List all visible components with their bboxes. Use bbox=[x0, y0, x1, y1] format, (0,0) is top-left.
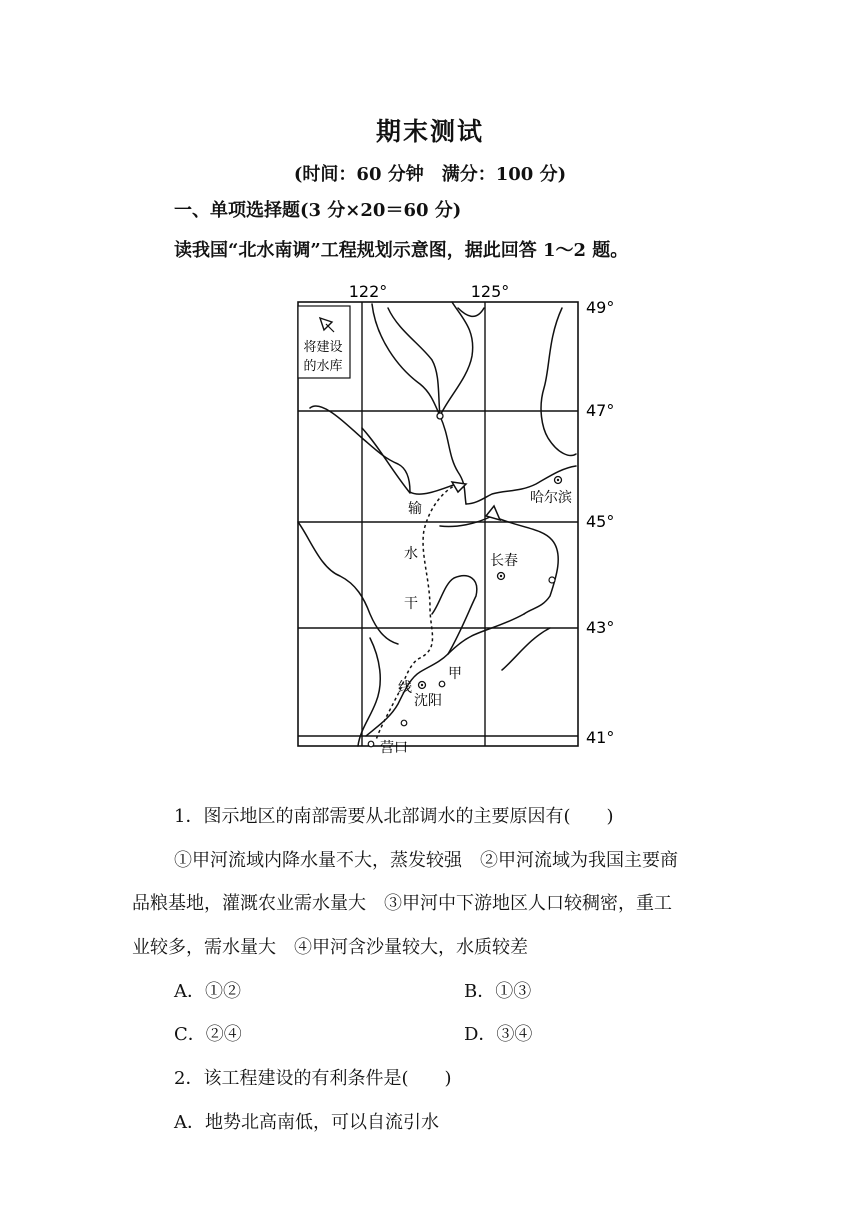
lon-label-122: 122° bbox=[348, 282, 388, 301]
river-north-west bbox=[372, 304, 440, 416]
lat-label-43: 43° bbox=[586, 618, 615, 637]
jia-label: 甲 bbox=[448, 666, 462, 682]
harbin-city-dot bbox=[557, 479, 559, 481]
river-north-east bbox=[440, 302, 473, 416]
legend-line1: 将建设 bbox=[303, 340, 343, 355]
exam-info: (时间：60 分钟 满分：100 分) bbox=[293, 164, 567, 185]
q1-stem: 1．图示地区的南部需要从北部调水的主要原因有( ) bbox=[174, 806, 614, 827]
q1-body-line3: 业较多，需水量大 ④甲河含沙量较大，水质较差 bbox=[132, 937, 528, 958]
q1-option-a: A．①② bbox=[174, 981, 241, 1002]
q2-option-a: A．地势北高南低，可以自流引水 bbox=[174, 1112, 439, 1133]
river-far-east bbox=[541, 308, 576, 455]
page-title: 期末测试 bbox=[375, 117, 484, 146]
town-south-circle-icon bbox=[401, 720, 407, 726]
changchun-label: 长春 bbox=[490, 553, 518, 569]
lat-label-45: 45° bbox=[586, 512, 615, 531]
junction-circle-icon bbox=[437, 413, 443, 419]
river-southwest bbox=[298, 522, 398, 644]
legend-line2: 的水库 bbox=[303, 359, 343, 374]
lat-label-47: 47° bbox=[586, 401, 615, 420]
yingkou-label: 营口 bbox=[380, 740, 408, 756]
canal-label-2: 水 bbox=[404, 546, 418, 562]
water-diversion-map bbox=[280, 278, 615, 758]
q1-body-line1: ①甲河流域内降水量不大，蒸发较强 ②甲河流域为我国主要商 bbox=[174, 850, 678, 871]
q1-option-d: D．③④ bbox=[464, 1024, 533, 1045]
river-west-branch-2 bbox=[362, 428, 410, 493]
lon-label-125: 125° bbox=[470, 282, 510, 301]
lat-label-49: 49° bbox=[586, 298, 615, 317]
q2-stem: 2．该工程建设的有利条件是( ) bbox=[174, 1068, 452, 1089]
lat-label-41: 41° bbox=[586, 728, 615, 747]
river-top-branch bbox=[458, 308, 484, 316]
q1-body-line2: 品粮基地，灌溉农业需水量大 ③甲河中下游地区人口较稠密，重工 bbox=[132, 893, 672, 914]
shenyang-city-dot bbox=[421, 684, 423, 686]
canal-label-3: 干 bbox=[404, 596, 418, 612]
q1-option-c: C．②④ bbox=[174, 1024, 242, 1045]
section-heading: 一、单项选择题(3 分×20＝60 分) bbox=[174, 200, 462, 221]
canal-label-4: 线 bbox=[398, 680, 412, 696]
river-west-branch bbox=[310, 406, 456, 494]
main-river-upper bbox=[440, 416, 466, 504]
harbin-label: 哈尔滨 bbox=[530, 490, 572, 506]
yingkou-city-icon bbox=[368, 741, 374, 747]
question-intro: 读我国“北水南调”工程规划示意图，据此回答 1～2 题。 bbox=[174, 240, 629, 261]
river-southeast-corner bbox=[502, 628, 550, 670]
town-east-circle-icon bbox=[549, 577, 555, 583]
q1-option-b: B．①③ bbox=[464, 981, 532, 1002]
river-loop bbox=[432, 576, 477, 654]
river-south-east bbox=[448, 614, 524, 654]
changchun-city-dot bbox=[500, 575, 502, 577]
river-mid-west bbox=[440, 516, 492, 527]
shenyang-label: 沈阳 bbox=[414, 693, 442, 709]
canal-label-1: 输 bbox=[408, 501, 422, 517]
jia-city-circle-icon bbox=[439, 681, 445, 687]
